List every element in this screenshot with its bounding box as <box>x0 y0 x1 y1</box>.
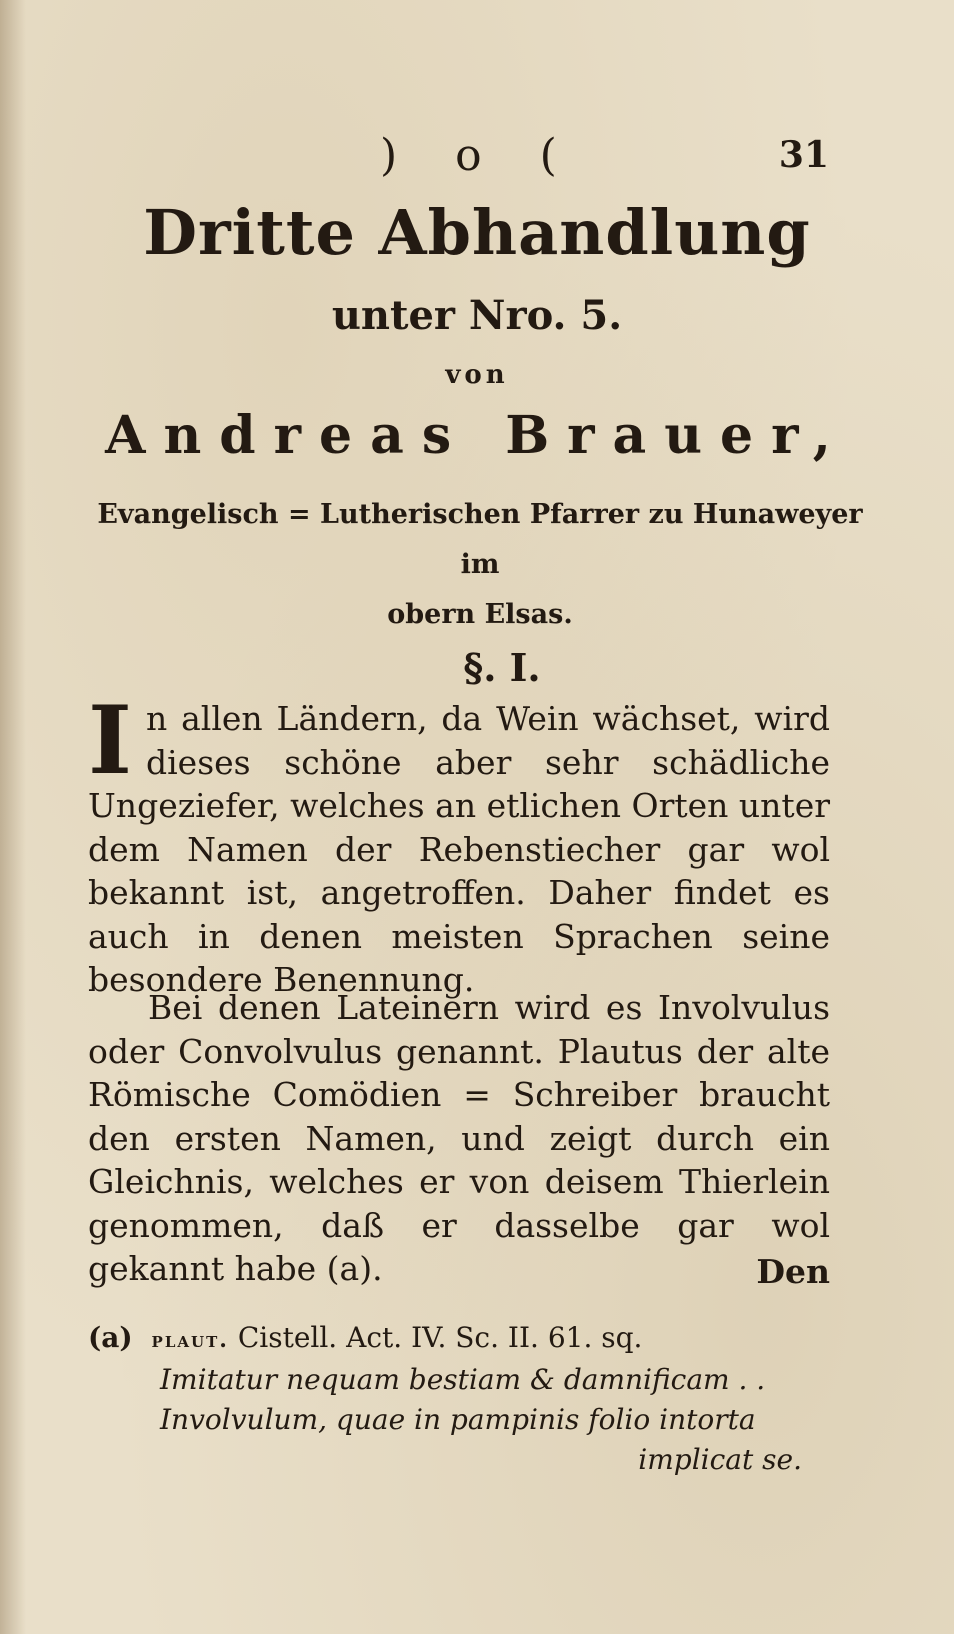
affiliation-line: Evangelisch = Lutherischen Pfarrer zu Hunaweyer im <box>97 499 863 580</box>
footnote-marker: (a) <box>88 1321 133 1354</box>
footnote <box>88 1318 830 1480</box>
page-subtitle: unter Nro. 5. <box>331 292 623 339</box>
page-header <box>0 130 954 190</box>
section-heading: §. I. <box>463 645 541 690</box>
page-number: 31 <box>778 134 829 176</box>
paragraph <box>88 686 830 1002</box>
footnote-citation-line <box>88 1318 830 1360</box>
footnote-quote-line: Imitatur nequam bestiam & damnificam . . <box>160 1363 766 1396</box>
drop-cap: I <box>88 686 132 796</box>
paragraph: Bei denen Lateinern wird es Involvulus oder Convolvulus genannt. Plautus der alte Römische Comödien = Schreiber braucht den ersten Namen, und zeigt durch ein Gleichnis, welches er von deisem Thierlein genommen, daß er dasselbe gar wol gekannt habe (a). <box>88 988 830 1288</box>
author-affiliation <box>85 490 875 640</box>
footnote-author: plaut. <box>151 1327 229 1353</box>
running-head: ) o ( <box>380 130 579 181</box>
footnote-citation: Cistell. Act. IV. Sc. II. 61. sq. <box>237 1321 643 1354</box>
affiliation-line: obern Elsas. <box>387 599 573 630</box>
by-line: von <box>445 360 509 390</box>
paragraph-text: n allen Ländern, da Wein wächset, wird dieses schöne aber sehr schädliche Ungeziefer, welches an etlichen Orten unter dem Namen der Rebenstiecher gar wol bekannt ist, angetroffen. Daher findet es auch in denen meisten Sprachen seine besondere Benennung. <box>88 699 830 999</box>
catchword: Den <box>756 1252 830 1291</box>
author-name: Andreas Brauer, <box>105 405 849 466</box>
footnote-quote-line: Involvulum, quae in pampinis folio intorta <box>160 1403 756 1436</box>
page-title: Dritte Abhandlung <box>143 196 811 269</box>
footnote-quote-line: implicat se. <box>638 1443 802 1476</box>
